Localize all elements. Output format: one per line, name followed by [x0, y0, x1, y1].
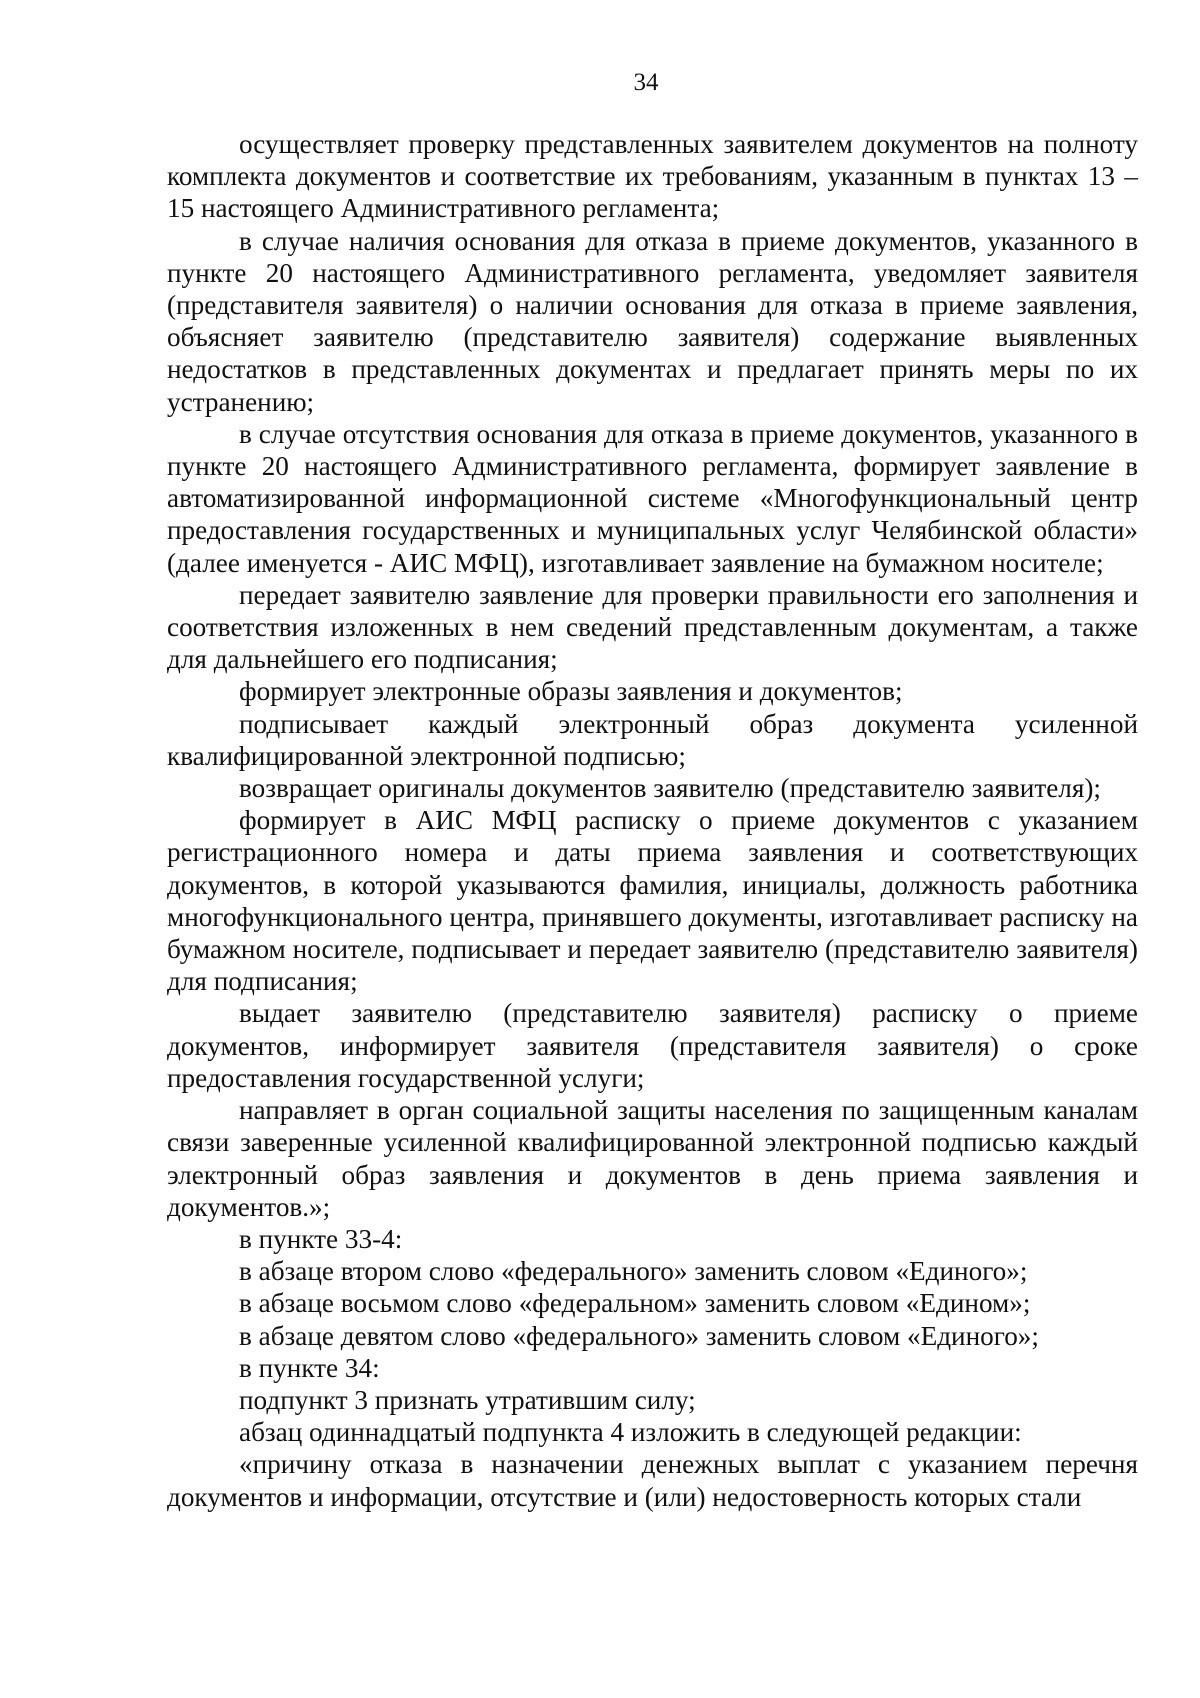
paragraph: осуществляет проверку представленных заявителем документов на полноту комплекта документов и соответствие их требованиям, указанным в пунктах 13 – 15 настоящего Административного регламента; [167, 129, 1138, 224]
paragraph: абзац одиннадцатый подпункта 4 изложить в следующей редакции: [239, 1417, 1022, 1448]
paragraph: подписывает каждый электронный образ документа усиленной квалифицированной электронной подписью; [167, 708, 1138, 771]
paragraph: в случае отсутствия основания для отказа в приеме документов, указанного в пункте 20 настоящего Административного регламента, формирует заявление в автоматизированной информационной системе «Многофункциональный центр предоставления государственных и муниципальных услуг Челябинской области» (далее именуется - АИС МФЦ), изготавливает заявление на бумажном носителе; [167, 418, 1138, 578]
paragraph: в абзаце втором слово «федерального» заменить словом «Единого»; [239, 1256, 1028, 1287]
paragraph: формирует в АИС МФЦ расписку о приеме документов с указанием регистрационного номера и даты приема заявления и соответствующих документов, в которой указываются фамилия, инициалы, должность работника многофункционального центра, принявшего документы, изготавливает расписку на бумажном носителе, подписывает и передает заявителю (представителю заявителя) для подписания; [167, 805, 1138, 997]
paragraph: выдает заявителю (представителю заявителя) расписку о приеме документов, информирует заявителя (представителя заявителя) о сроке предоставления государственной услуги; [167, 998, 1138, 1093]
body-text [167, 128, 1138, 1513]
paragraph: в случае наличия основания для отказа в приеме документов, указанного в пункте 20 настоящего Административного регламента, уведомляет заявителя (представителя заявителя) о наличии основания для отказа в приеме заявления, объясняет заявителю (представителю заявителя) содержание выявленных недостатков в представленных документах и предлагает принять меры по их устранению; [167, 225, 1138, 417]
paragraph: в абзаце восьмом слово «федеральном» заменить словом «Едином»; [239, 1288, 1031, 1319]
paragraph: передает заявителю заявление для проверки правильности его заполнения и соответствия изложенных в нем сведений представленным документам, а также для дальнейшего его подписания; [167, 579, 1138, 675]
page-number: 34 [633, 69, 659, 96]
paragraph: подпункт 3 признать утратившим силу; [239, 1384, 696, 1415]
paragraph: «причину отказа в назначении денежных выплат с указанием перечня документов и информации, отсутствие и (или) недостоверность которых стали [167, 1449, 1138, 1512]
paragraph: направляет в орган социальной защиты населения по защищенным каналам связи заверенные усиленной квалифицированной электронной подписью каждый электронный образ заявления и документов в день приема заявления и документов.»; [167, 1095, 1138, 1222]
paragraph: формирует электронные образы заявления и документов; [239, 676, 903, 707]
paragraph: в абзаце девятом слово «федерального» заменить словом «Единого»; [239, 1320, 1039, 1351]
paragraph: возвращает оригиналы документов заявителю (представителю заявителя); [239, 773, 1101, 804]
paragraph: в пункте 33-4: [239, 1223, 403, 1254]
paragraph: в пункте 34: [239, 1352, 380, 1383]
